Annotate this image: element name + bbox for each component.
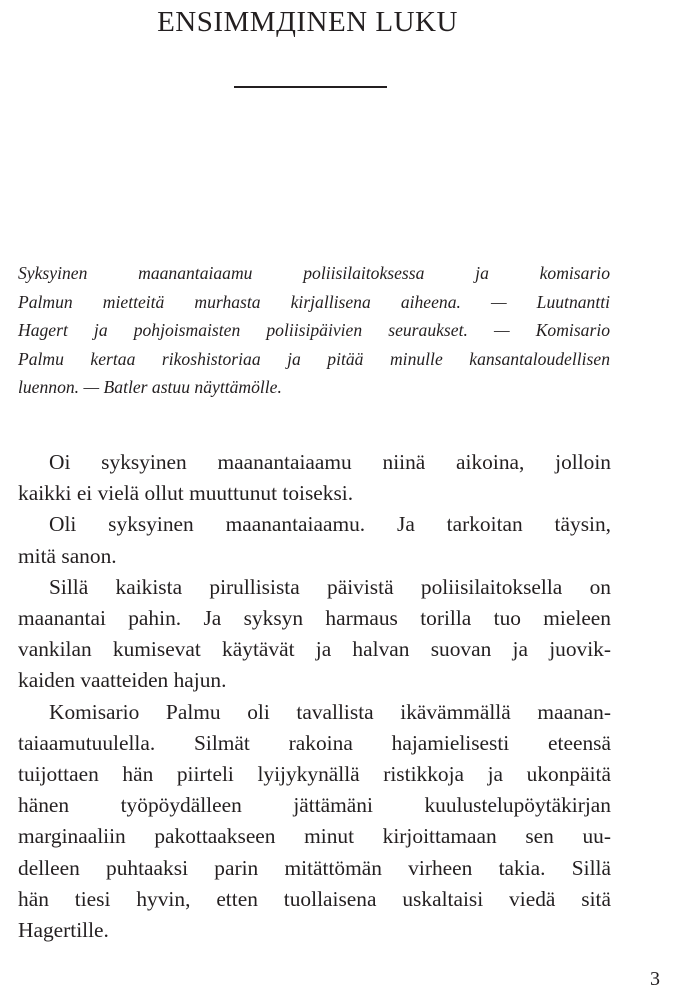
body-line: marginaaliin pakottaakseen minut kirjoittamaan sen uu- [18, 824, 611, 849]
body-line: kaiden vaatteiden hajun. [18, 668, 227, 693]
synopsis-line: Hagert ja pohjoismaisten poliisipäivien seuraukset. — Komisario [18, 320, 610, 340]
synopsis-line: Palmun mietteitä murhasta kirjallisena aiheena. — Luutnantti [18, 291, 610, 312]
body-line: hän tiesi hyvin, etten tuollaisena uskaltaisi viedä sitä [18, 886, 611, 911]
body-line: Komisario Palmu oli tavallista ikävämmällä maanan- [49, 699, 611, 724]
chapter-synopsis [18, 259, 610, 402]
body-line: maanantai pahin. Ja syksyn harmaus torilla tuo mieleen [18, 606, 611, 631]
body-text [18, 447, 611, 946]
synopsis-line: Palmu kertaa rikoshistoriaa ja pitää minulle kansantaloudellisen [18, 348, 610, 369]
body-line: mitä sanon. [18, 543, 117, 568]
body-line: Oi syksyinen maanantaiaamu niinä aikoina, jolloin [49, 450, 611, 474]
body-line: Hagertille. [18, 918, 109, 943]
body-line: Oli syksyinen maanantaiaamu. Ja tarkoitan täysin, [49, 512, 611, 537]
body-line: delleen puhtaaksi parin mitättömän virheen takia. Sillä [18, 855, 611, 880]
title-rule [234, 86, 387, 88]
body-line: kaikki ei vielä ollut muuttunut toiseksi. [18, 481, 354, 506]
body-line: Sillä kaikista pirullisista päivistä poliisilaitoksella on [49, 574, 611, 599]
body-line: tuijottaen hän piirteli lyijykynällä ristikkoja ja ukonpäitä [18, 762, 611, 787]
synopsis-line: luennon. — Batler astuu näyttämölle. [18, 377, 282, 397]
body-line: hänen työpöydälleen jättämäni kuulustelupöytäkirjan [18, 793, 611, 818]
body-line: taiaamutuulella. Silmät rakoina hajamielisesti eteensä [18, 730, 611, 755]
page-number: 3 [650, 968, 660, 990]
chapter-title: ENSIMMДINEN LUKU [157, 6, 458, 38]
body-line: vankilan kumisevat käytävät ja halvan suovan ja juovik- [18, 637, 611, 662]
synopsis-line: Syksyinen maanantaiaamu poliisilaitoksessa ja komisario [18, 263, 610, 283]
